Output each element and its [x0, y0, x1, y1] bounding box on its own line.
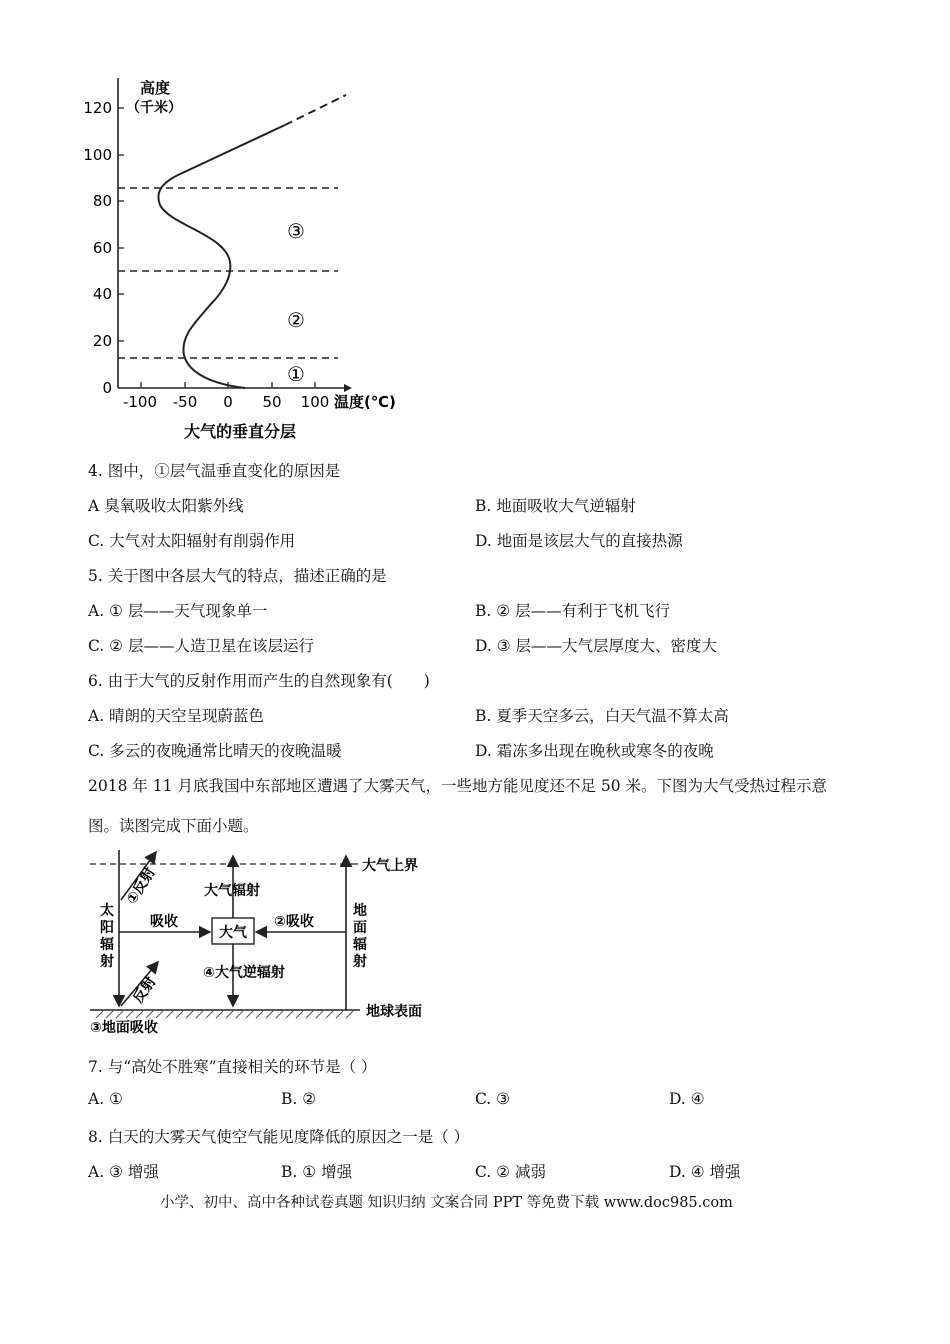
question-7-option-a: A. ①	[88, 1090, 123, 1108]
temperature-curve	[158, 125, 285, 388]
question-6-option-c: C. 多云的夜晚通常比晴天的夜晚温暖	[88, 742, 342, 760]
y-tick-label: 20	[92, 332, 112, 350]
x-tick-label: -50	[172, 393, 198, 411]
figure-caption: 大气的垂直分层	[183, 422, 297, 441]
y-tick-label: 60	[92, 239, 112, 257]
absorb-right-label: ②吸收	[274, 914, 314, 930]
atmosphere-top-label: 大气上界	[362, 858, 418, 874]
question-5-option-a: A. ① 层——天气现象单一	[88, 602, 268, 620]
solar-radiation-char: 射	[100, 954, 114, 970]
ground-radiation-char: 面	[353, 920, 367, 936]
absorb-left-label: 吸收	[150, 914, 178, 930]
question-8-stem: 8. 白天的大雾天气使空气能见度降低的原因之一是（ ）	[88, 1128, 470, 1146]
x-tick-label: -100	[122, 393, 158, 411]
question-5-option-d: D. ③ 层——大气层厚度大、密度大	[475, 637, 718, 655]
question-4-option-a: A 臭氧吸收太阳紫外线	[88, 497, 244, 515]
intro-paragraph-line-1: 2018 年 11 月底我国中东部地区遭遇了大雾天气，一些地方能见度还不足 50 米。下图为大气受热过程示意	[88, 777, 828, 795]
y-tick-label: 100	[83, 146, 112, 164]
atmosphere-box-label: 大气	[219, 925, 247, 941]
y-tick-label: 120	[83, 99, 112, 117]
atmosphere-heating-figure	[85, 845, 435, 1040]
solar-radiation-char: 太	[100, 903, 114, 919]
question-6-option-a: A. 晴朗的天空呈现蔚蓝色	[88, 707, 265, 725]
intro-paragraph-line-2: 图。读图完成下面小题。	[88, 817, 259, 835]
x-tick-label: 0	[223, 393, 233, 411]
question-4-stem: 4. 图中，①层气温垂直变化的原因是	[88, 462, 341, 480]
question-8-option-a: A. ③ 增强	[88, 1163, 159, 1181]
layer-label-1: ①	[287, 362, 305, 386]
atmosphere-layers-figure	[80, 70, 410, 445]
x-tick-label: 50	[262, 393, 282, 411]
y-tick-label: 40	[92, 285, 112, 303]
y-axis-title-1: 高度	[140, 79, 171, 97]
question-4-option-d: D. 地面是该层大气的直接热源	[475, 532, 683, 550]
x-axis-title: 温度(℃)	[334, 393, 396, 411]
question-7-option-b: B. ②	[281, 1090, 317, 1108]
question-8-option-c: C. ② 减弱	[475, 1163, 546, 1181]
ground-absorb-label: ③地面吸收	[90, 1020, 158, 1036]
reflection-label-1: ①反射	[123, 864, 159, 908]
layer-label-2: ②	[287, 308, 305, 332]
y-tick-label: 0	[102, 379, 112, 397]
y-tick-label: 80	[92, 192, 112, 210]
question-6-stem: 6. 由于大气的反射作用而产生的自然现象有( )	[88, 672, 430, 690]
question-8-option-d: D. ④ 增强	[669, 1163, 741, 1181]
solar-radiation-char: 辐	[100, 937, 114, 953]
question-5-option-c: C. ② 层——人造卫星在该层运行	[88, 637, 314, 655]
question-5-stem: 5. 关于图中各层大气的特点，描述正确的是	[88, 567, 387, 585]
back-radiation-label: ④大气逆辐射	[203, 965, 285, 981]
question-7-option-c: C. ③	[475, 1090, 511, 1108]
question-4-option-c: C. 大气对太阳辐射有削弱作用	[88, 532, 296, 550]
question-6-option-b: B. 夏季天空多云，白天气温不算太高	[475, 707, 729, 725]
reflection-label-2: 反射	[130, 974, 160, 1007]
ground-radiation-char: 地	[353, 903, 367, 919]
question-8-option-b: B. ① 增强	[281, 1163, 353, 1181]
question-7-stem: 7. 与“高处不胜寒”直接相关的环节是（ ）	[88, 1058, 377, 1076]
question-6-option-d: D. 霜冻多出现在晚秋或寒冬的夜晚	[475, 742, 714, 760]
page-footer: 小学、初中、高中各种试卷真题 知识归纳 文案合同 PPT 等免费下载 www.doc985.com	[160, 1195, 733, 1211]
x-tick-label: 100	[300, 393, 330, 411]
atmospheric-radiation-label: 大气辐射	[204, 883, 260, 899]
question-4-option-b: B. 地面吸收大气逆辐射	[475, 497, 636, 515]
y-axis-title-2: （千米）	[126, 100, 182, 116]
ground-label: 地球表面	[366, 1004, 422, 1020]
solar-radiation-char: 阳	[100, 920, 114, 936]
question-5-option-b: B. ② 层——有利于飞机飞行	[475, 602, 671, 620]
layer-label-3: ③	[287, 219, 305, 243]
temperature-curve-dashed	[285, 95, 346, 125]
ground-radiation-char: 射	[353, 954, 367, 970]
ground-radiation-char: 辐	[353, 937, 367, 953]
question-7-option-d: D. ④	[669, 1090, 705, 1108]
